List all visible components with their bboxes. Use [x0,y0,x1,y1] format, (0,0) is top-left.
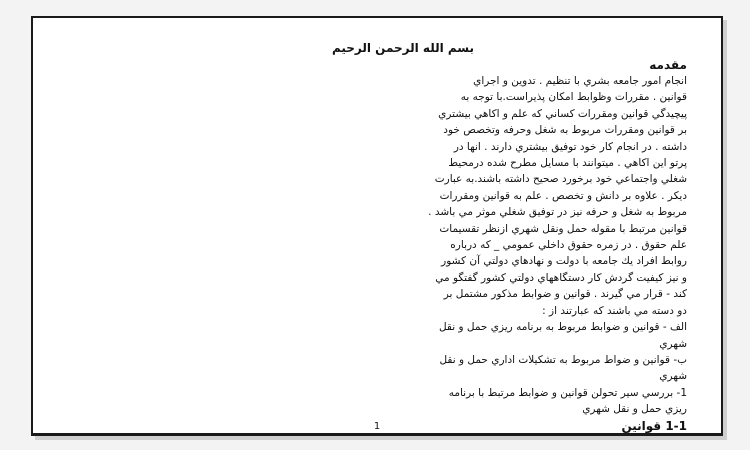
text-line: پيچيدگي قوانين ومقررات كساني كه علم و اكاهي بيشتري [438,107,687,120]
body-paragraph [119,73,687,418]
text-line: ديكر . علاوه بر دانش و تخصص . علم به قوانين ومقررات [439,189,687,202]
text-line: پرتو اين اكاهي . ميتوانند با مسايل مطرح شده درمحيط [448,157,687,170]
text-line: شغلي واجتماعي خود برخورد صحيح داشته باشند.به عبارت [434,173,687,186]
page-number: 1 [373,421,381,432]
page-bottom-rule [33,433,721,434]
text-line: مربوط به شغل و حرفه نيز در توفيق شغلي موثر مي باشد . [428,206,687,219]
numbered-heading-line: ريزي حمل و نقل شهري [582,403,687,416]
section-title: مقدمه [649,58,687,72]
list-item-line: ب- قوانين و ضواط مربوط به تشكيلات اداري حمل و نقل [439,353,687,366]
subsection-title: 1-1 قوانين [621,418,687,433]
text-line: و نيز كيفيت گردش كار دستگاههاي دولتي كشور گفتگو مي [435,271,687,284]
text-line: قوانين . مقررات وظوابط امكان پذيراست.با توجه به [460,91,687,104]
page-content [119,40,687,434]
text-line: داشته . در انجام كار خود توفيق بيشتري دارند . انها در [453,140,687,153]
text-line: بر قوانين ومقررات مربوط به شغل وحرفه وتخصص خود [443,124,687,137]
list-item-line: شهري [659,370,687,383]
text-line: قوانين مرتبط با مقوله حمل ونقل شهري ازنظر تقسيمات [439,222,687,235]
list-item-line: الف - قوانين و ضوابط مربوط به برنامه ريزي حمل و نقل [438,321,687,334]
text-line: كند - قرار مي گيرند . قوانين و ضوابط مذكور مشتمل بر [443,288,687,301]
text-line: انجام امور جامعه بشري با تنظيم . تدوين و اجراي [473,75,687,87]
text-line: روابط افراد يك جامعه با دولت و نهادهاي دولتي آن كشور [441,255,687,268]
text-line: علم حقوق . در زمره حقوق داخلي عمومي _ كه درباره [450,239,687,252]
numbered-heading-line: 1- بررسي سير تحولن قوانين و ضوابط مرتبط با برنامه [448,386,687,399]
basmala-heading: بسم الله الرحمن الرحيم [331,41,475,55]
document-page [31,16,723,436]
list-item-line: شهري [659,337,687,350]
text-line: دو دسته مي باشند كه عبارتند از : [542,304,687,317]
